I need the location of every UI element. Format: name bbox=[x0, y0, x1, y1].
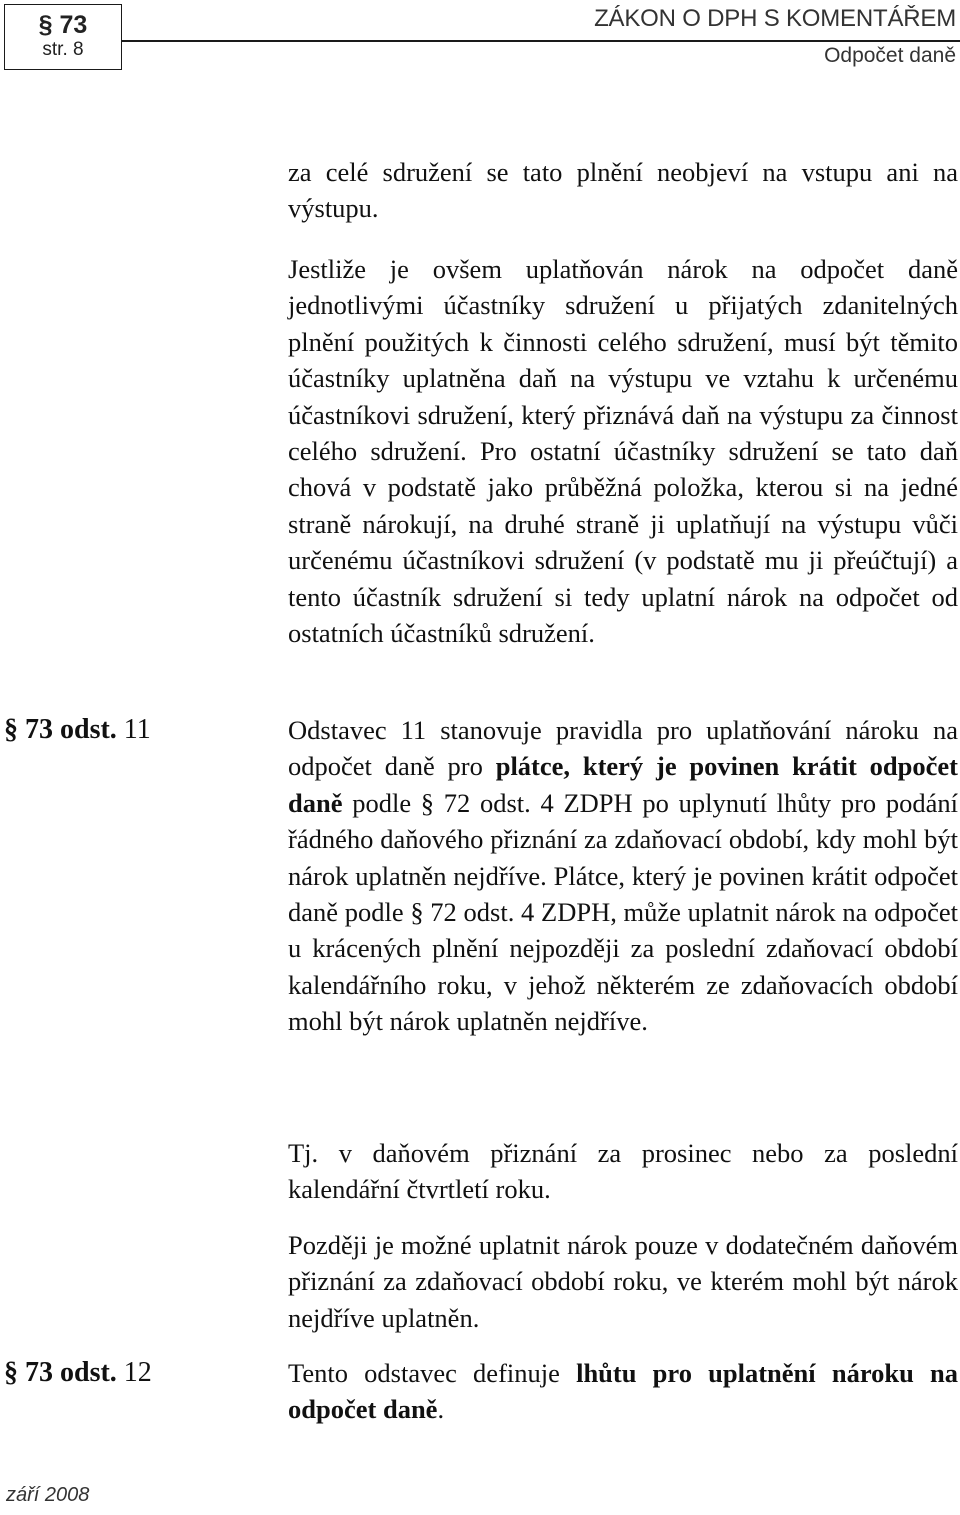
paragraph-3-bold: plátce, který je povinen krátit odpočet daně bbox=[288, 751, 958, 818]
paragraph-block-4 bbox=[288, 1135, 958, 1208]
chapter-title: Odpočet daně bbox=[824, 44, 956, 67]
paragraph-1: za celé sdružení se tato plnění neobjeví na vstupu ani na výstupu. bbox=[288, 157, 958, 224]
paragraph-block-2 bbox=[288, 251, 958, 651]
paragraph-block-5 bbox=[288, 1227, 958, 1336]
paragraph-3-text-b: podle § 72 odst. 4 ZDPH po uplynutí lhůty pro podání řádného daňového přiznání za zdaňovací období, kdy mohl být nárok uplatněn nejdříve. Plátce, který je povinen krátit odpočet daně podle § 72 odst. 4 ZDPH, může uplatnit nárok na odpočet u krácených plnění nejpozději za poslední zdaňovací období kalendářního roku, v jehož některém ze zdaňovacích období mohl být nárok uplatněn nejdříve. bbox=[288, 787, 958, 1037]
paragraph-3-text-a: Odstavec 11 stanovuje pravidla pro uplatňování nároku na odpočet daně pro bbox=[288, 715, 958, 782]
paragraph-5: Později je možné uplatnit nárok pouze v dodatečném daňovém přiznání za zdaňovací období roku, ve kterém mohl být nárok nejdříve uplatněn. bbox=[288, 1230, 958, 1333]
paragraph-continuation bbox=[288, 154, 958, 227]
margin-reference-number: 11 bbox=[123, 714, 151, 745]
paragraph-2: Jestliže je ovšem uplatňován nárok na odpočet daně jednotlivými účastníky sdružení u přijatých zdanitelných plnění použitých k činnosti celého sdružení, musí být těmito účastníky uplatněna daň na výstupu ve vztahu k určenému účastníkovi sdružení, který přiznává daň na výstupu za činnost celého sdružení. Pro ostatní účastníky sdružení se tato daň chová v podstatě jako průběžná položka, kterou si na jedné straně nárokují, na druhé straně ji uplatňují na výstupu vůči určenému účastníkovi sdružení (v podstatě mu ji přeúčtují) a tento účastník sdružení si tedy uplatní nárok na odpočet od ostatních účastníků sdružení. bbox=[288, 254, 958, 649]
paragraph-6-text-b: . bbox=[437, 1394, 445, 1425]
paragraph-4: Tj. v daňovém přiznání za prosinec nebo za poslední kalendářní čtvrtletí roku. bbox=[288, 1138, 958, 1205]
paragraph-6 bbox=[288, 1355, 958, 1428]
margin-reference-odst-12 bbox=[4, 1355, 152, 1391]
margin-reference-odst-11 bbox=[4, 712, 151, 748]
footer-date: září 2008 bbox=[6, 1484, 90, 1506]
page-number: str. 8 bbox=[42, 39, 84, 60]
paragraph-6-bold: lhůtu pro uplatnění nároku na odpočet daně bbox=[288, 1358, 959, 1425]
margin-reference-number: 12 bbox=[123, 1357, 152, 1388]
paragraph-block-6 bbox=[288, 1355, 958, 1428]
margin-reference-label: § 73 odst. bbox=[4, 1357, 117, 1388]
book-title: ZÁKON O DPH S KOMENTÁŘEM bbox=[594, 5, 956, 32]
margin-reference-label: § 73 odst. bbox=[4, 714, 117, 745]
section-number: § 73 bbox=[38, 11, 88, 39]
paragraph-block-3 bbox=[288, 712, 958, 1040]
paragraph-3 bbox=[288, 712, 958, 1040]
paragraph-6-text-a: Tento odstavec definuje bbox=[288, 1358, 577, 1388]
section-page-box bbox=[4, 4, 122, 70]
